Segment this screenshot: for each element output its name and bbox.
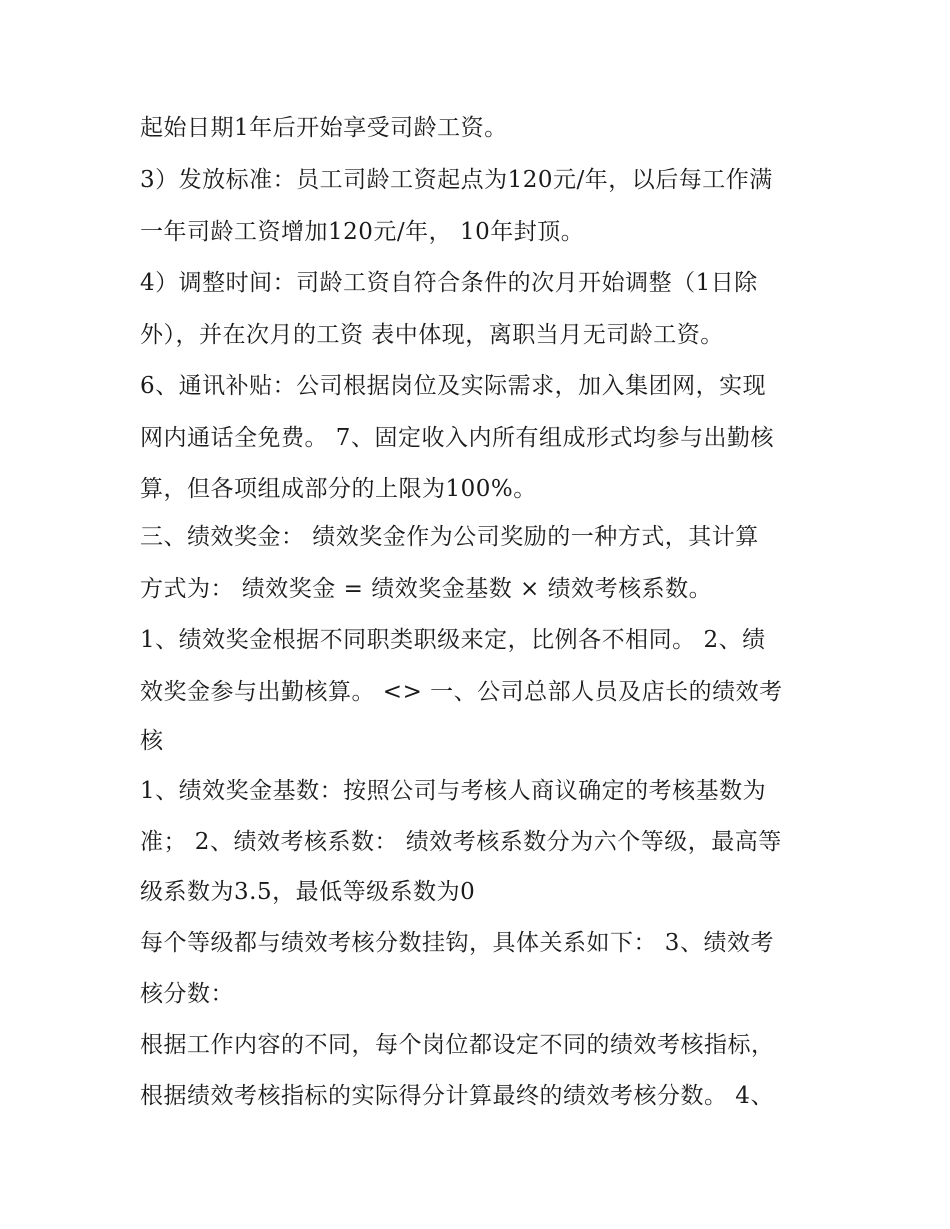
text-line: 一年司龄工资增加120元/年， 10年封顶。	[140, 219, 585, 245]
text-line: 三、绩效奖金： 绩效奖金作为公司奖励的一种方式，其计算	[140, 524, 759, 550]
text-line: 级系数为3.5，最低等级系数为0	[140, 879, 476, 905]
text-line: 准； 2、绩效考核系数： 绩效考核系数分为六个等级，最高等	[140, 829, 782, 855]
text-line: 网内通话全免费。 7、固定收入内所有组成形式均参与出勤核	[140, 425, 774, 451]
text-line: 根据绩效考核指标的实际得分计算最终的绩效考核分数。 4、	[140, 1083, 774, 1109]
text-line: 核分数：	[140, 981, 234, 1007]
text-line: 起始日期1年后开始享受司龄工资。	[140, 115, 508, 141]
text-line: 每个等级都与绩效考核分数挂钩，具体关系如下： 3、绩效考	[140, 930, 774, 956]
text-line: 核	[140, 728, 164, 754]
text-line: 效奖金参与出勤核算。 <> 一、公司总部人员及店长的绩效考	[140, 679, 783, 705]
text-line: 6、通讯补贴：公司根据岗位及实际需求，加入集团网，实现	[140, 373, 767, 399]
text-line: 外），并在次月的工资 表中体现，离职当月无司龄工资。	[140, 322, 724, 348]
text-line: 方式为： 绩效奖金 = 绩效奖金基数 × 绩效考核系数。	[140, 576, 713, 602]
text-line: 3）发放标准：员工司龄工资起点为120元/年，以后每工作满	[140, 167, 773, 193]
text-line: 根据工作内容的不同，每个岗位都设定不同的绩效考核指标，	[140, 1032, 775, 1058]
text-line: 4）调整时间：司龄工资自符合条件的次月开始调整（1日除	[140, 270, 758, 296]
text-line: 1、绩效奖金基数：按照公司与考核人商议确定的考核基数为	[140, 778, 767, 804]
text-line: 算，但各项组成部分的上限为100%。	[140, 476, 537, 502]
text-line: 1、绩效奖金根据不同职类职级来定，比例各不相同。 2、绩	[140, 627, 766, 653]
